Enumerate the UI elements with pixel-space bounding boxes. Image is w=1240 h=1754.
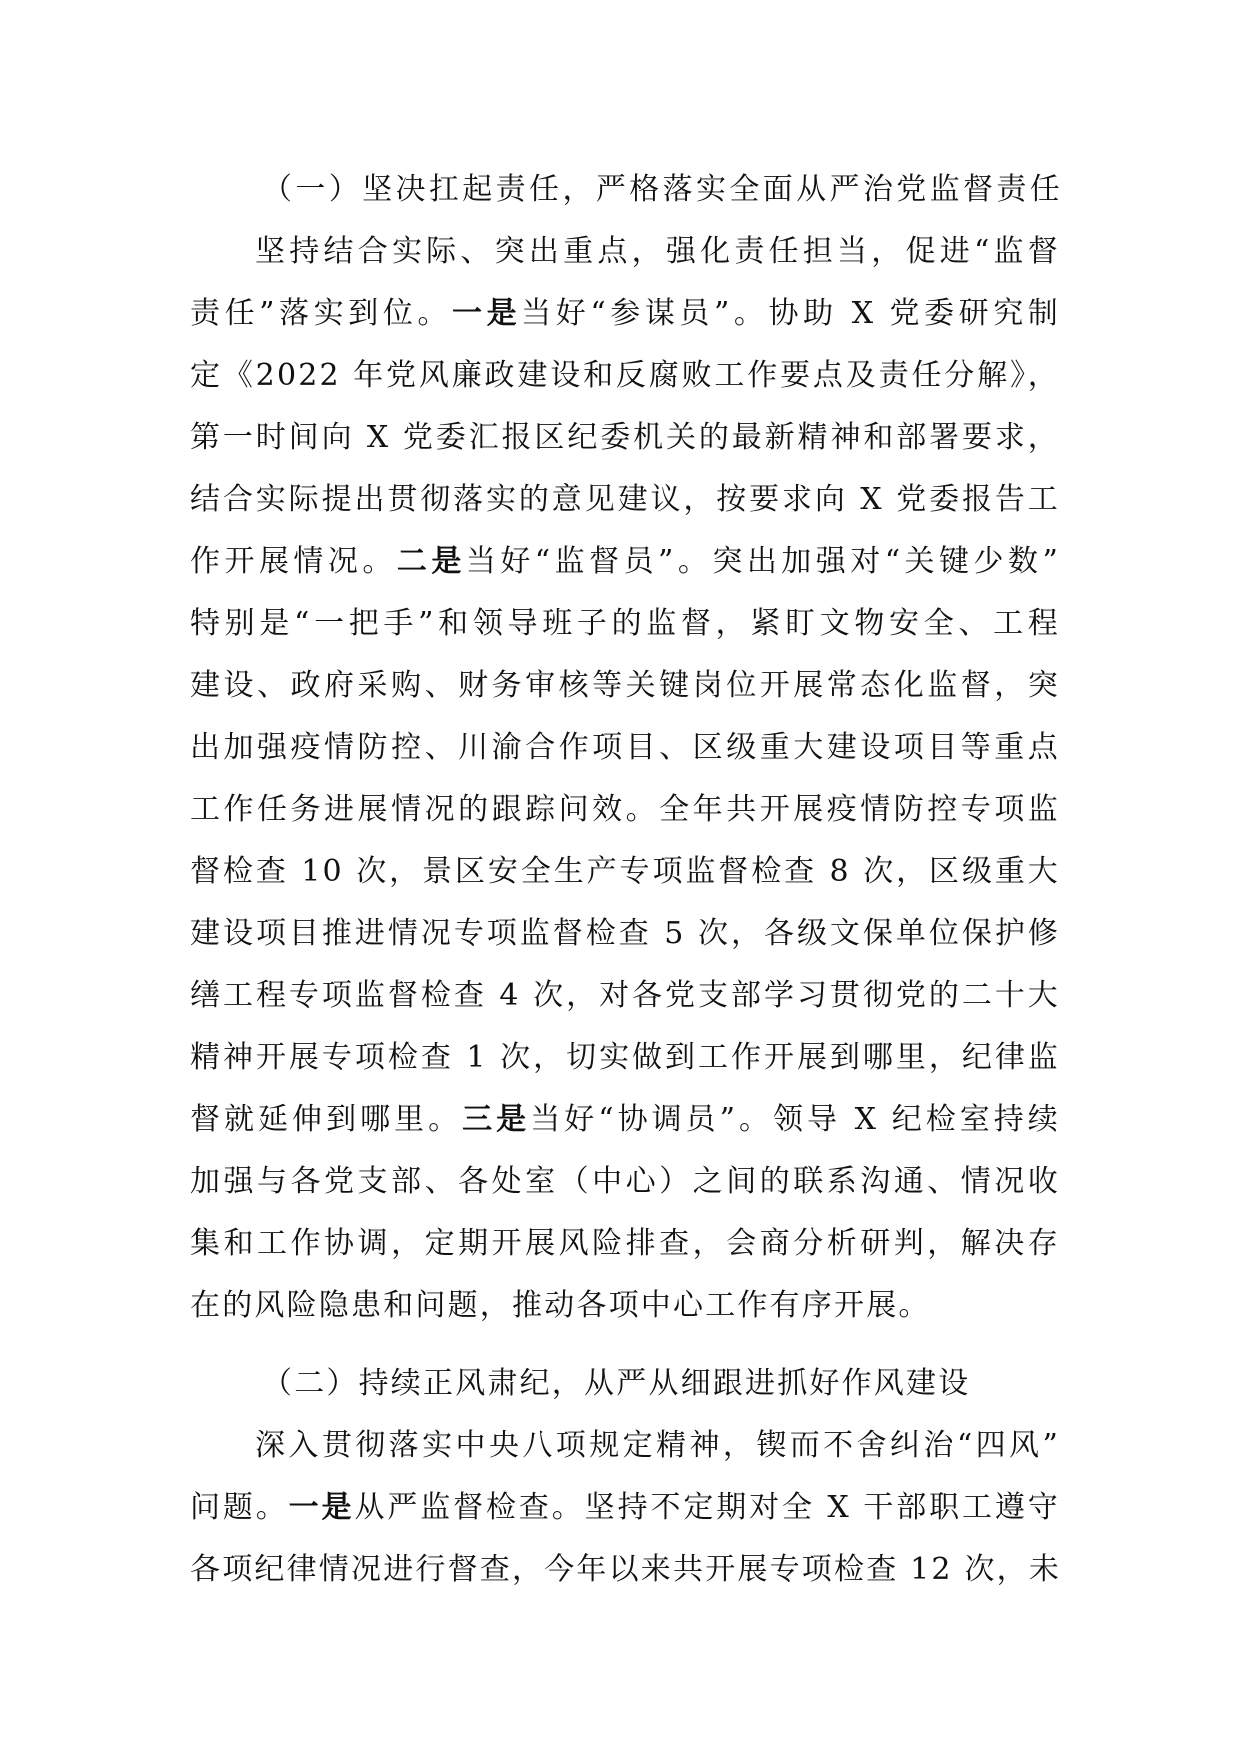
paragraph-line: 问题。一是从严监督检查。坚持不定期对全 X 干部职工遵守 xyxy=(190,1490,1060,1525)
bold-marker: 三是 xyxy=(462,1102,531,1137)
bold-marker: 二是 xyxy=(396,544,466,579)
paragraph-line: 各项纪律情况进行督查，今年以来共开展专项检查 12 次，未 xyxy=(190,1552,1062,1587)
paragraph-line: 建设、政府采购、财务审核等关键岗位开展常态化监督，突 xyxy=(190,668,1060,703)
paragraph-line: 建设项目推进情况专项监督检查 5 次，各级文保单位保护修 xyxy=(190,916,1060,951)
paragraph-line: 精神开展专项检查 1 次，切实做到工作开展到哪里，纪律监 xyxy=(190,1040,1060,1075)
paragraph-line: 督就延伸到哪里。三是当好“协调员”。领导 X 纪检室持续 xyxy=(190,1102,1061,1137)
paragraph-line: 出加强疫情防控、川渝合作项目、区级重大建设项目等重点 xyxy=(190,730,1060,765)
paragraph-line: 缮工程专项监督检查 4 次，对各党支部学习贯彻党的二十大 xyxy=(190,978,1060,1013)
paragraph-line: 结合实际提出贯彻落实的意见建议，按要求向 X 党委报告工 xyxy=(190,482,1060,517)
paragraph-line: 工作任务进展情况的跟踪问效。全年共开展疫情防控专项监 xyxy=(190,792,1060,827)
paragraph-line: 集和工作协调，定期开展风险排查，会商分析研判，解决存 xyxy=(190,1226,1060,1261)
paragraph-line: 在的风险隐患和问题，推动各项中心工作有序开展。 xyxy=(190,1288,931,1323)
paragraph-line: 坚持结合实际、突出重点，强化责任担当，促进“监督 xyxy=(255,234,1060,269)
bold-marker: 一是 xyxy=(452,296,522,331)
section-heading-1: （一）坚决扛起责任，严格落实全面从严治党监督责任 xyxy=(262,172,1062,207)
paragraph-line: 加强与各党支部、各处室（中心）之间的联系沟通、情况收 xyxy=(190,1164,1060,1199)
paragraph-line: 责任”落实到位。一是当好“参谋员”。协助 X 党委研究制 xyxy=(190,296,1060,331)
bold-marker: 一是 xyxy=(288,1490,355,1525)
paragraph-line: 定《2022 年党风廉政建设和反腐败工作要点及责任分解》， xyxy=(190,358,1060,393)
paragraph-line: 特别是“一把手”和领导班子的监督，紧盯文物安全、工程 xyxy=(190,606,1060,641)
paragraph-line: 第一时间向 X 党委汇报区纪委机关的最新精神和部署要求， xyxy=(190,420,1060,455)
paragraph-line: 督检查 10 次，景区安全生产专项监督检查 8 次，区级重大 xyxy=(190,854,1060,889)
section-heading-2: （二）持续正风肃纪，从严从细跟进抓好作风建设 xyxy=(262,1366,971,1401)
paragraph-line: 深入贯彻落实中央八项规定精神，锲而不舍纠治“四风” xyxy=(255,1428,1060,1463)
paragraph-line: 作开展情况。二是当好“监督员”。突出加强对“关键少数” xyxy=(190,544,1060,579)
